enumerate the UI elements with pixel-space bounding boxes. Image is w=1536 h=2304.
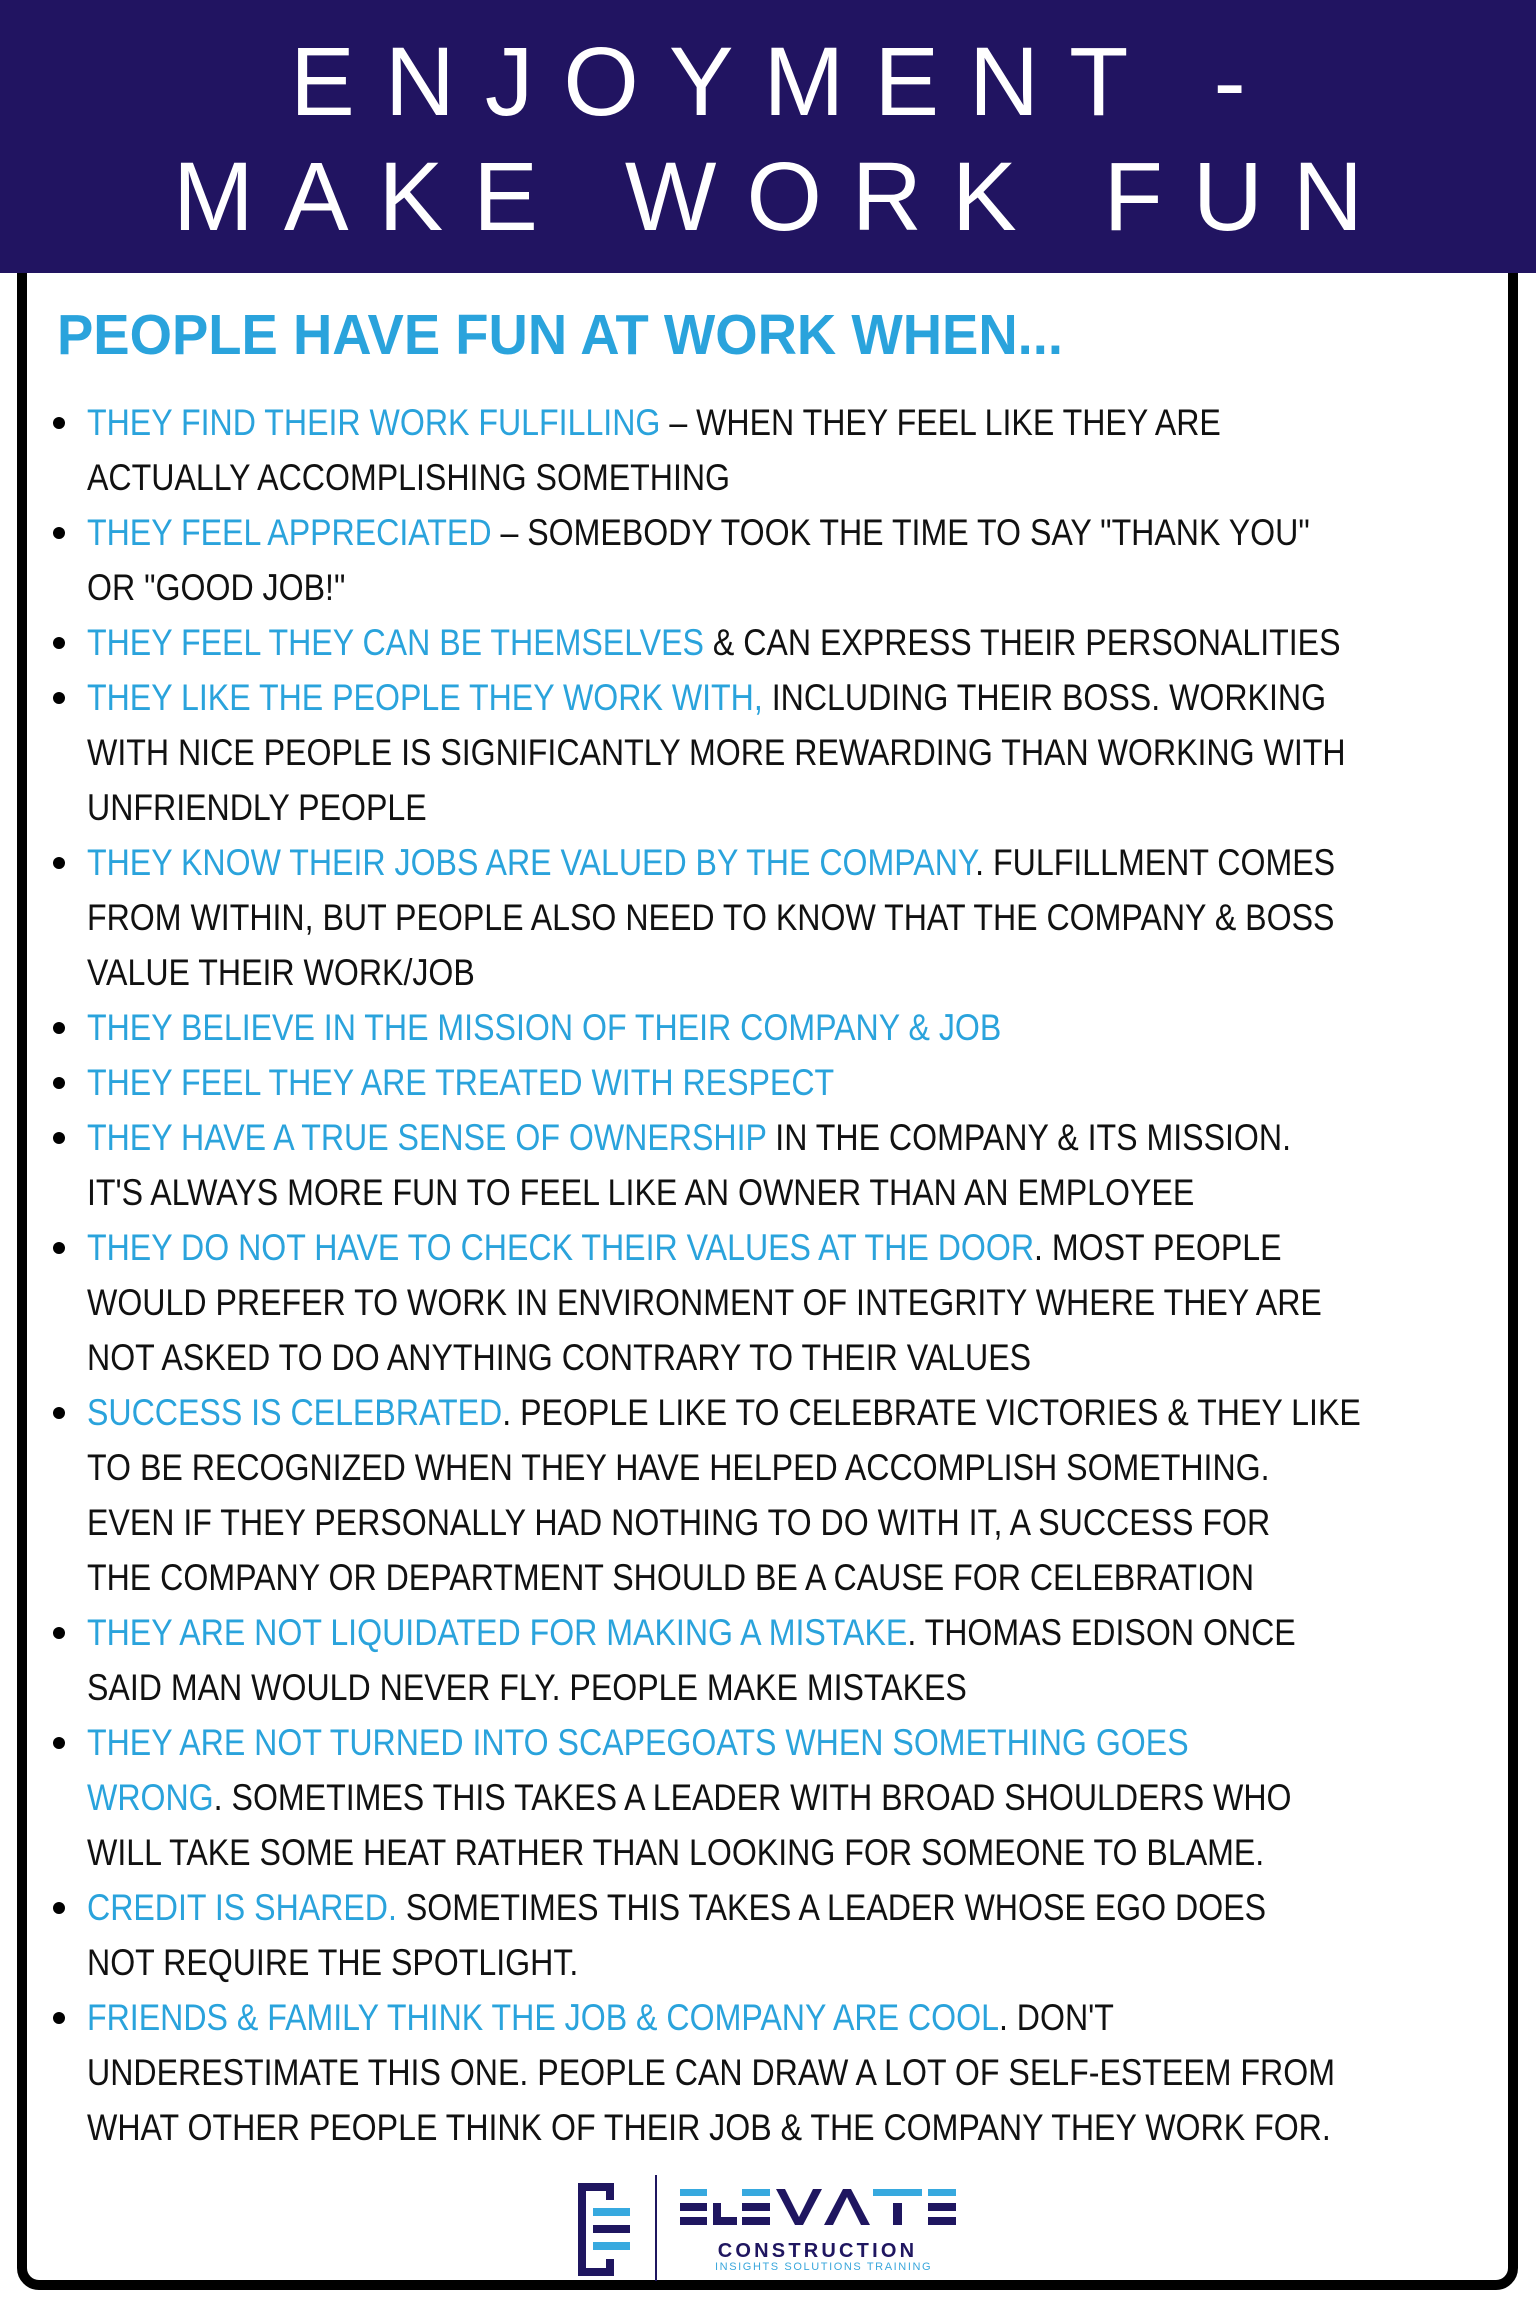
highlight-text: THEY HAVE A TRUE SENSE OF OWNERSHIP xyxy=(87,1117,767,1158)
section-heading: PEOPLE HAVE FUN AT WORK WHEN... xyxy=(57,303,1064,367)
bullet-dot-icon xyxy=(53,2012,65,2024)
list-item xyxy=(0,1605,1536,1660)
list-item-continuation xyxy=(0,1275,1536,1330)
body-text: . THOMAS EDISON ONCE xyxy=(907,1612,1296,1653)
logo-bar-bottom xyxy=(593,2242,630,2250)
list-item-continuation xyxy=(0,1165,1536,1220)
highlight-text: THEY FEEL APPRECIATED xyxy=(87,512,492,553)
bullet-dot-icon xyxy=(53,1077,65,1089)
body-text: . SOMETIMES THIS TAKES A LEADER WITH BROAD SHOULDERS WHO xyxy=(213,1777,1292,1818)
body-text: SAID MAN WOULD NEVER FLY. PEOPLE MAKE MISTAKES xyxy=(87,1667,967,1708)
list-item xyxy=(0,670,1536,725)
body-text: VALUE THEIR WORK/JOB xyxy=(87,952,475,993)
list-item xyxy=(0,1990,1536,2045)
list-item-continuation xyxy=(0,890,1536,945)
body-text: TO BE RECOGNIZED WHEN THEY HAVE HELPED ACCOMPLISH SOMETHING. xyxy=(87,1447,1270,1488)
list-item-text xyxy=(87,1000,1001,1055)
logo-subtitle: CONSTRUCTION xyxy=(717,2240,918,2262)
bullet-dot-icon xyxy=(53,527,65,539)
bullet-dot-icon xyxy=(53,637,65,649)
body-text: THE COMPANY OR DEPARTMENT SHOULD BE A CAUSE FOR CELEBRATION xyxy=(87,1557,1255,1598)
list-item-continuation xyxy=(0,450,1536,505)
list-item-text xyxy=(87,2100,1331,2155)
highlight-text: THEY ARE NOT LIQUIDATED FOR MAKING A MISTAKE xyxy=(87,1612,908,1653)
logo-divider xyxy=(655,2175,657,2281)
list-item-continuation xyxy=(0,1495,1536,1550)
list-item-text xyxy=(87,835,1335,890)
list-item-text xyxy=(87,1385,1361,1440)
list-item-text xyxy=(87,1495,1270,1550)
list-item-text xyxy=(87,1275,1322,1330)
list-item-text xyxy=(87,1165,1194,1220)
list-item-text xyxy=(87,450,730,505)
list-item-continuation xyxy=(0,1825,1536,1880)
list-item-continuation xyxy=(0,1440,1536,1495)
list-item-text xyxy=(87,1990,1114,2045)
list-item-text xyxy=(87,670,1326,725)
list-item-text xyxy=(87,1825,1264,1880)
bullet-dot-icon xyxy=(53,1737,65,1749)
list-item-text xyxy=(87,615,1341,670)
bullet-dot-icon xyxy=(53,1242,65,1254)
logo-tagline: INSIGHTS SOLUTIONS TRAINING xyxy=(715,2261,933,2273)
header-banner xyxy=(0,0,1536,273)
list-item-continuation xyxy=(0,2045,1536,2100)
list-item xyxy=(0,1385,1536,1440)
bullet-dot-icon xyxy=(53,1132,65,1144)
body-text: EVEN IF THEY PERSONALLY HAD NOTHING TO DO WITH IT, A SUCCESS FOR xyxy=(87,1502,1271,1543)
list-item-text xyxy=(87,1715,1189,1770)
list-item xyxy=(0,1715,1536,1770)
list-item-text xyxy=(87,1660,967,1715)
list-item-continuation xyxy=(0,725,1536,780)
highlight-text: THEY LIKE THE PEOPLE THEY WORK WITH, xyxy=(87,677,763,718)
list-item xyxy=(0,505,1536,560)
list-item-text xyxy=(87,505,1310,560)
body-text: FROM WITHIN, BUT PEOPLE ALSO NEED TO KNOW THAT THE COMPANY & BOSS xyxy=(87,897,1335,938)
list-item-text xyxy=(87,560,345,615)
body-text: – SOMEBODY TOOK THE TIME TO SAY "THANK YOU" xyxy=(491,512,1310,553)
list-item-continuation xyxy=(0,2100,1536,2155)
list-item-continuation xyxy=(0,1550,1536,1605)
list-item-text xyxy=(87,2045,1335,2100)
list-item-text xyxy=(87,1935,578,1990)
list-item xyxy=(0,1880,1536,1935)
list-item xyxy=(0,615,1536,670)
bullet-dot-icon xyxy=(53,1627,65,1639)
list-item-continuation xyxy=(0,1935,1536,1990)
body-text: . DON'T xyxy=(998,1997,1114,2038)
body-text: WOULD PREFER TO WORK IN ENVIRONMENT OF INTEGRITY WHERE THEY ARE xyxy=(87,1282,1322,1323)
list-item-continuation xyxy=(0,780,1536,835)
highlight-text: THEY KNOW THEIR JOBS ARE VALUED BY THE COMPANY xyxy=(87,842,976,883)
body-text: . FULFILLMENT COMES xyxy=(975,842,1336,883)
body-text: NOT ASKED TO DO ANYTHING CONTRARY TO THEIR VALUES xyxy=(87,1337,1032,1378)
list-item xyxy=(0,835,1536,890)
list-item-continuation xyxy=(0,1660,1536,1715)
bullet-list xyxy=(0,395,1536,2155)
logo-bar-middle xyxy=(593,2225,630,2233)
list-item-text xyxy=(87,890,1334,945)
list-item-text xyxy=(87,1110,1291,1165)
logo-bar-top xyxy=(593,2208,630,2216)
list-item-text xyxy=(87,1880,1266,1935)
body-text: UNDERESTIMATE THIS ONE. PEOPLE CAN DRAW A LOT OF SELF-ESTEEM FROM xyxy=(87,2052,1335,2093)
highlight-text: THEY FEEL THEY CAN BE THEMSELVES xyxy=(87,622,704,663)
body-text: SOMETIMES THIS TAKES A LEADER WHOSE EGO DOES xyxy=(396,1887,1267,1928)
body-text: & CAN EXPRESS THEIR PERSONALITIES xyxy=(703,622,1341,663)
highlight-text: THEY ARE NOT TURNED INTO SCAPEGOATS WHEN SOMETHING GOES xyxy=(87,1722,1189,1763)
list-item-text xyxy=(87,725,1346,780)
body-text: – WHEN THEY FEEL LIKE THEY ARE xyxy=(660,402,1221,443)
highlight-text: THEY BELIEVE IN THE MISSION OF THEIR COMPANY & JOB xyxy=(87,1007,1002,1048)
highlight-text: SUCCESS IS CELEBRATED xyxy=(87,1392,503,1433)
list-item-text xyxy=(87,1330,1031,1385)
page-title-line-1: ENJOYMENT - xyxy=(290,27,1276,136)
bullet-dot-icon xyxy=(53,1022,65,1034)
list-item xyxy=(0,1000,1536,1055)
bullet-dot-icon xyxy=(53,417,65,429)
body-text: WITH NICE PEOPLE IS SIGNIFICANTLY MORE REWARDING THAN WORKING WITH xyxy=(87,732,1346,773)
body-text: INCLUDING THEIR BOSS. WORKING xyxy=(762,677,1327,718)
highlight-text: THEY FEEL THEY ARE TREATED WITH RESPECT xyxy=(87,1062,835,1103)
elevate-construction-logo xyxy=(570,2170,970,2282)
highlight-text: WRONG xyxy=(87,1777,214,1818)
body-text: WHAT OTHER PEOPLE THINK OF THEIR JOB & THE COMPANY THEY WORK FOR. xyxy=(87,2107,1331,2148)
highlight-text: CREDIT IS SHARED. xyxy=(87,1887,397,1928)
bullet-dot-icon xyxy=(53,692,65,704)
body-text: ACTUALLY ACCOMPLISHING SOMETHING xyxy=(87,457,731,498)
body-text: . PEOPLE LIKE TO CELEBRATE VICTORIES & THEY LIKE xyxy=(502,1392,1361,1433)
list-item xyxy=(0,1055,1536,1110)
list-item xyxy=(0,1110,1536,1165)
list-item-continuation xyxy=(0,1770,1536,1825)
highlight-text: THEY DO NOT HAVE TO CHECK THEIR VALUES AT THE DOOR xyxy=(87,1227,1035,1268)
bullet-dot-icon xyxy=(53,1902,65,1914)
highlight-text: THEY FIND THEIR WORK FULFILLING xyxy=(87,402,661,443)
highlight-text: FRIENDS & FAMILY THINK THE JOB & COMPANY ARE COOL xyxy=(87,1997,999,2038)
body-text: OR "GOOD JOB!" xyxy=(87,567,346,608)
list-item-text xyxy=(87,945,475,1000)
list-item-text xyxy=(87,1605,1296,1660)
bullet-dot-icon xyxy=(53,857,65,869)
list-item-text xyxy=(87,1220,1282,1275)
list-item-text xyxy=(87,1055,834,1110)
logo-wordmark xyxy=(680,2189,956,2225)
list-item xyxy=(0,1220,1536,1275)
body-text: IN THE COMPANY & ITS MISSION. xyxy=(766,1117,1292,1158)
list-item-text xyxy=(87,1770,1292,1825)
body-text: WILL TAKE SOME HEAT RATHER THAN LOOKING FOR SOMEONE TO BLAME. xyxy=(87,1832,1265,1873)
list-item-text xyxy=(87,780,427,835)
bullet-dot-icon xyxy=(53,1407,65,1419)
body-text: NOT REQUIRE THE SPOTLIGHT. xyxy=(87,1942,579,1983)
list-item-text xyxy=(87,395,1221,450)
list-item-continuation xyxy=(0,1330,1536,1385)
list-item xyxy=(0,395,1536,450)
list-item-continuation xyxy=(0,945,1536,1000)
body-text: UNFRIENDLY PEOPLE xyxy=(87,787,427,828)
list-item-text xyxy=(87,1550,1254,1605)
list-item-continuation xyxy=(0,560,1536,615)
body-text: IT'S ALWAYS MORE FUN TO FEEL LIKE AN OWNER THAN AN EMPLOYEE xyxy=(87,1172,1195,1213)
body-text: . MOST PEOPLE xyxy=(1034,1227,1282,1268)
list-item-text xyxy=(87,1440,1270,1495)
page-title-line-2: MAKE WORK FUN xyxy=(173,142,1393,251)
